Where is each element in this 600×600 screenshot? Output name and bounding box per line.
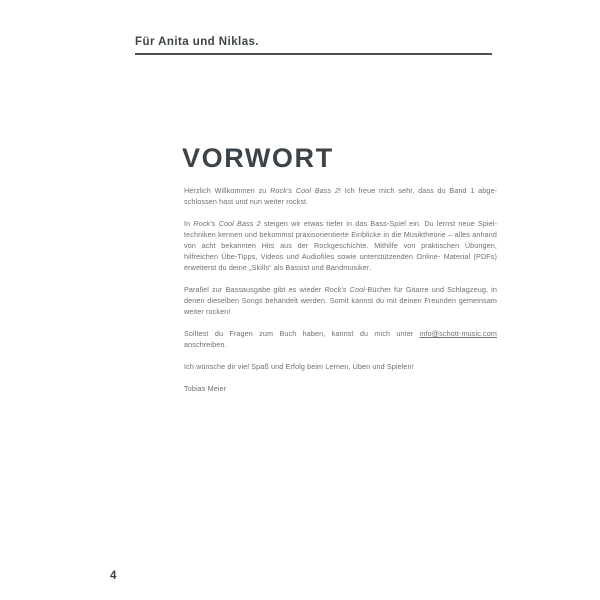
- paragraph-contact: [184, 328, 497, 350]
- paragraph-contents: [184, 218, 497, 273]
- page-number: 4: [110, 570, 117, 582]
- text-segment: Herzlich Willkommen zu: [184, 186, 271, 195]
- email-link[interactable]: info@schott-music.com: [419, 329, 497, 338]
- page-title: VORWORT: [182, 143, 334, 173]
- dedication-rule: [135, 53, 492, 55]
- dedication-header: [135, 36, 492, 53]
- book-title-text: Rock's Cool: [324, 285, 365, 294]
- paragraph-welcome: [184, 185, 497, 207]
- text-segment: Parallel zur Bassausgabe gibt es wieder: [184, 285, 325, 294]
- book-title-text: Rock's Cool Bass 2: [270, 186, 339, 195]
- text-segment: ! Ich freue mich sehr, dass du Band 1 abgeschlossen hast und nun weiter rockst.: [184, 186, 497, 206]
- book-title-text: Rock's Cool Bass 2: [193, 219, 261, 228]
- text-segment: -Bücher für Gitarre und Schlagzeug, in denen dieselben Songs behandelt werden. Somit kannst du mit deinen Freunden gemeinsam weiter rocken!: [184, 285, 497, 316]
- text-segment: steigen wir etwas tiefer in das Bass-Spiel ein. Du lernst neue Spieltechniken kennen und bekommst praxisorientierte Einblicke in die Musiktheorie – alles anhand von acht bekannten Hits aus der Rockgeschichte. Mithilfe von praktischen Übungen, hilfreichen Übe-Tipps, Videos und Audiofiles sowie unterstützenden Online- Material (PDFs) erweiterst du deine „Skills“ als Bassist und Bandmusiker.: [184, 219, 497, 272]
- paragraph-parallel: [184, 284, 497, 317]
- dedication-text: Für Anita und Niklas.: [135, 36, 260, 48]
- text-segment: Solltest du Fragen zum Buch haben, kannst du mich unter: [184, 329, 420, 338]
- foreword-body: [184, 185, 497, 405]
- text-segment: anschreiben.: [184, 340, 227, 349]
- text-segment: In: [184, 219, 194, 228]
- paragraph-wishes: [184, 361, 497, 372]
- text-segment: Ich wünsche dir viel Spaß und Erfolg beim Lernen, Üben und Spielen!: [184, 362, 414, 371]
- signature: Tobias Meier: [184, 384, 227, 393]
